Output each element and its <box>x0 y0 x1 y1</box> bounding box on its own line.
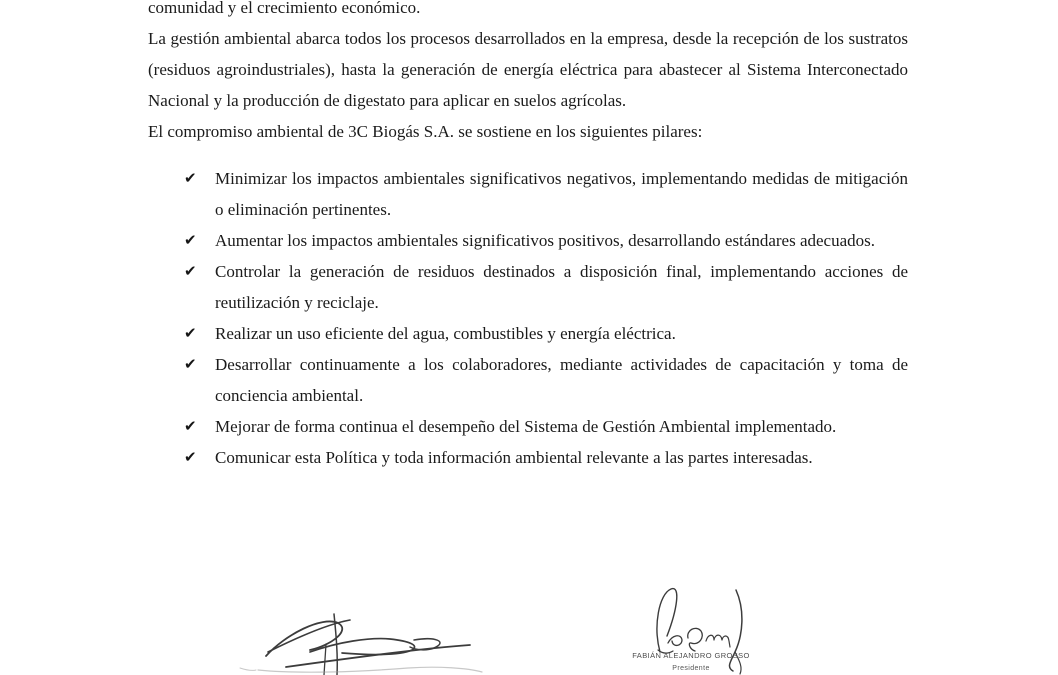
signer-name: FABIÁN ALEJANDRO GROSSO <box>632 651 750 660</box>
list-item <box>148 349 908 411</box>
pillars-list <box>148 163 908 473</box>
bullet-text: Comunicar esta Política y toda información ambiental relevante a las partes interesadas. <box>215 448 813 467</box>
list-item <box>148 318 908 349</box>
check-icon: ✔ <box>184 355 197 373</box>
bullet-text: Mejorar de forma continua el desempeño del Sistema de Gestión Ambiental implementado. <box>215 417 837 436</box>
list-item <box>148 163 908 225</box>
list-item <box>148 225 908 256</box>
paragraph-lead-fragment: comunidad y el crecimiento económico. <box>148 0 421 17</box>
signature-left-icon <box>238 596 488 675</box>
list-item <box>148 411 908 442</box>
check-icon: ✔ <box>184 448 197 466</box>
check-icon: ✔ <box>184 324 197 342</box>
paragraph-gestion-ambiental: La gestión ambiental abarca todos los procesos desarrollados en la empresa, desde la recepción de los sustratos (residuos agroindustriales), hasta la generación de energía eléctrica para abastecer al Sistema Interconectado Nacional y la producción de digestato para aplicar en suelos agrícolas. <box>148 29 908 110</box>
bullet-text: Minimizar los impactos ambientales significativos negativos, implementando medidas de mitigación o eliminación pertinentes. <box>215 169 908 219</box>
list-item <box>148 256 908 318</box>
signature-left <box>238 596 488 675</box>
check-icon: ✔ <box>184 169 197 187</box>
bullet-text: Realizar un uso eficiente del agua, combustibles y energía eléctrica. <box>215 324 676 343</box>
signer-title: Presidente <box>672 665 710 672</box>
bullet-text: Controlar la generación de residuos destinados a disposición final, implementando acciones de reutilización y reciclaje. <box>215 262 908 312</box>
check-icon: ✔ <box>184 262 197 280</box>
list-item <box>148 442 908 473</box>
check-icon: ✔ <box>184 231 197 249</box>
bullet-text: Aumentar los impactos ambientales significativos positivos, desarrollando estándares adecuados. <box>215 231 875 250</box>
signature-right-caption <box>606 651 776 673</box>
paragraph-compromiso: El compromiso ambiental de 3C Biogás S.A. se sostiene en los siguientes pilares: <box>148 122 703 141</box>
document-body <box>148 0 908 473</box>
bullet-text: Desarrollar continuamente a los colaboradores, mediante actividades de capacitación y toma de conciencia ambiental. <box>215 355 908 405</box>
check-icon: ✔ <box>184 417 197 435</box>
